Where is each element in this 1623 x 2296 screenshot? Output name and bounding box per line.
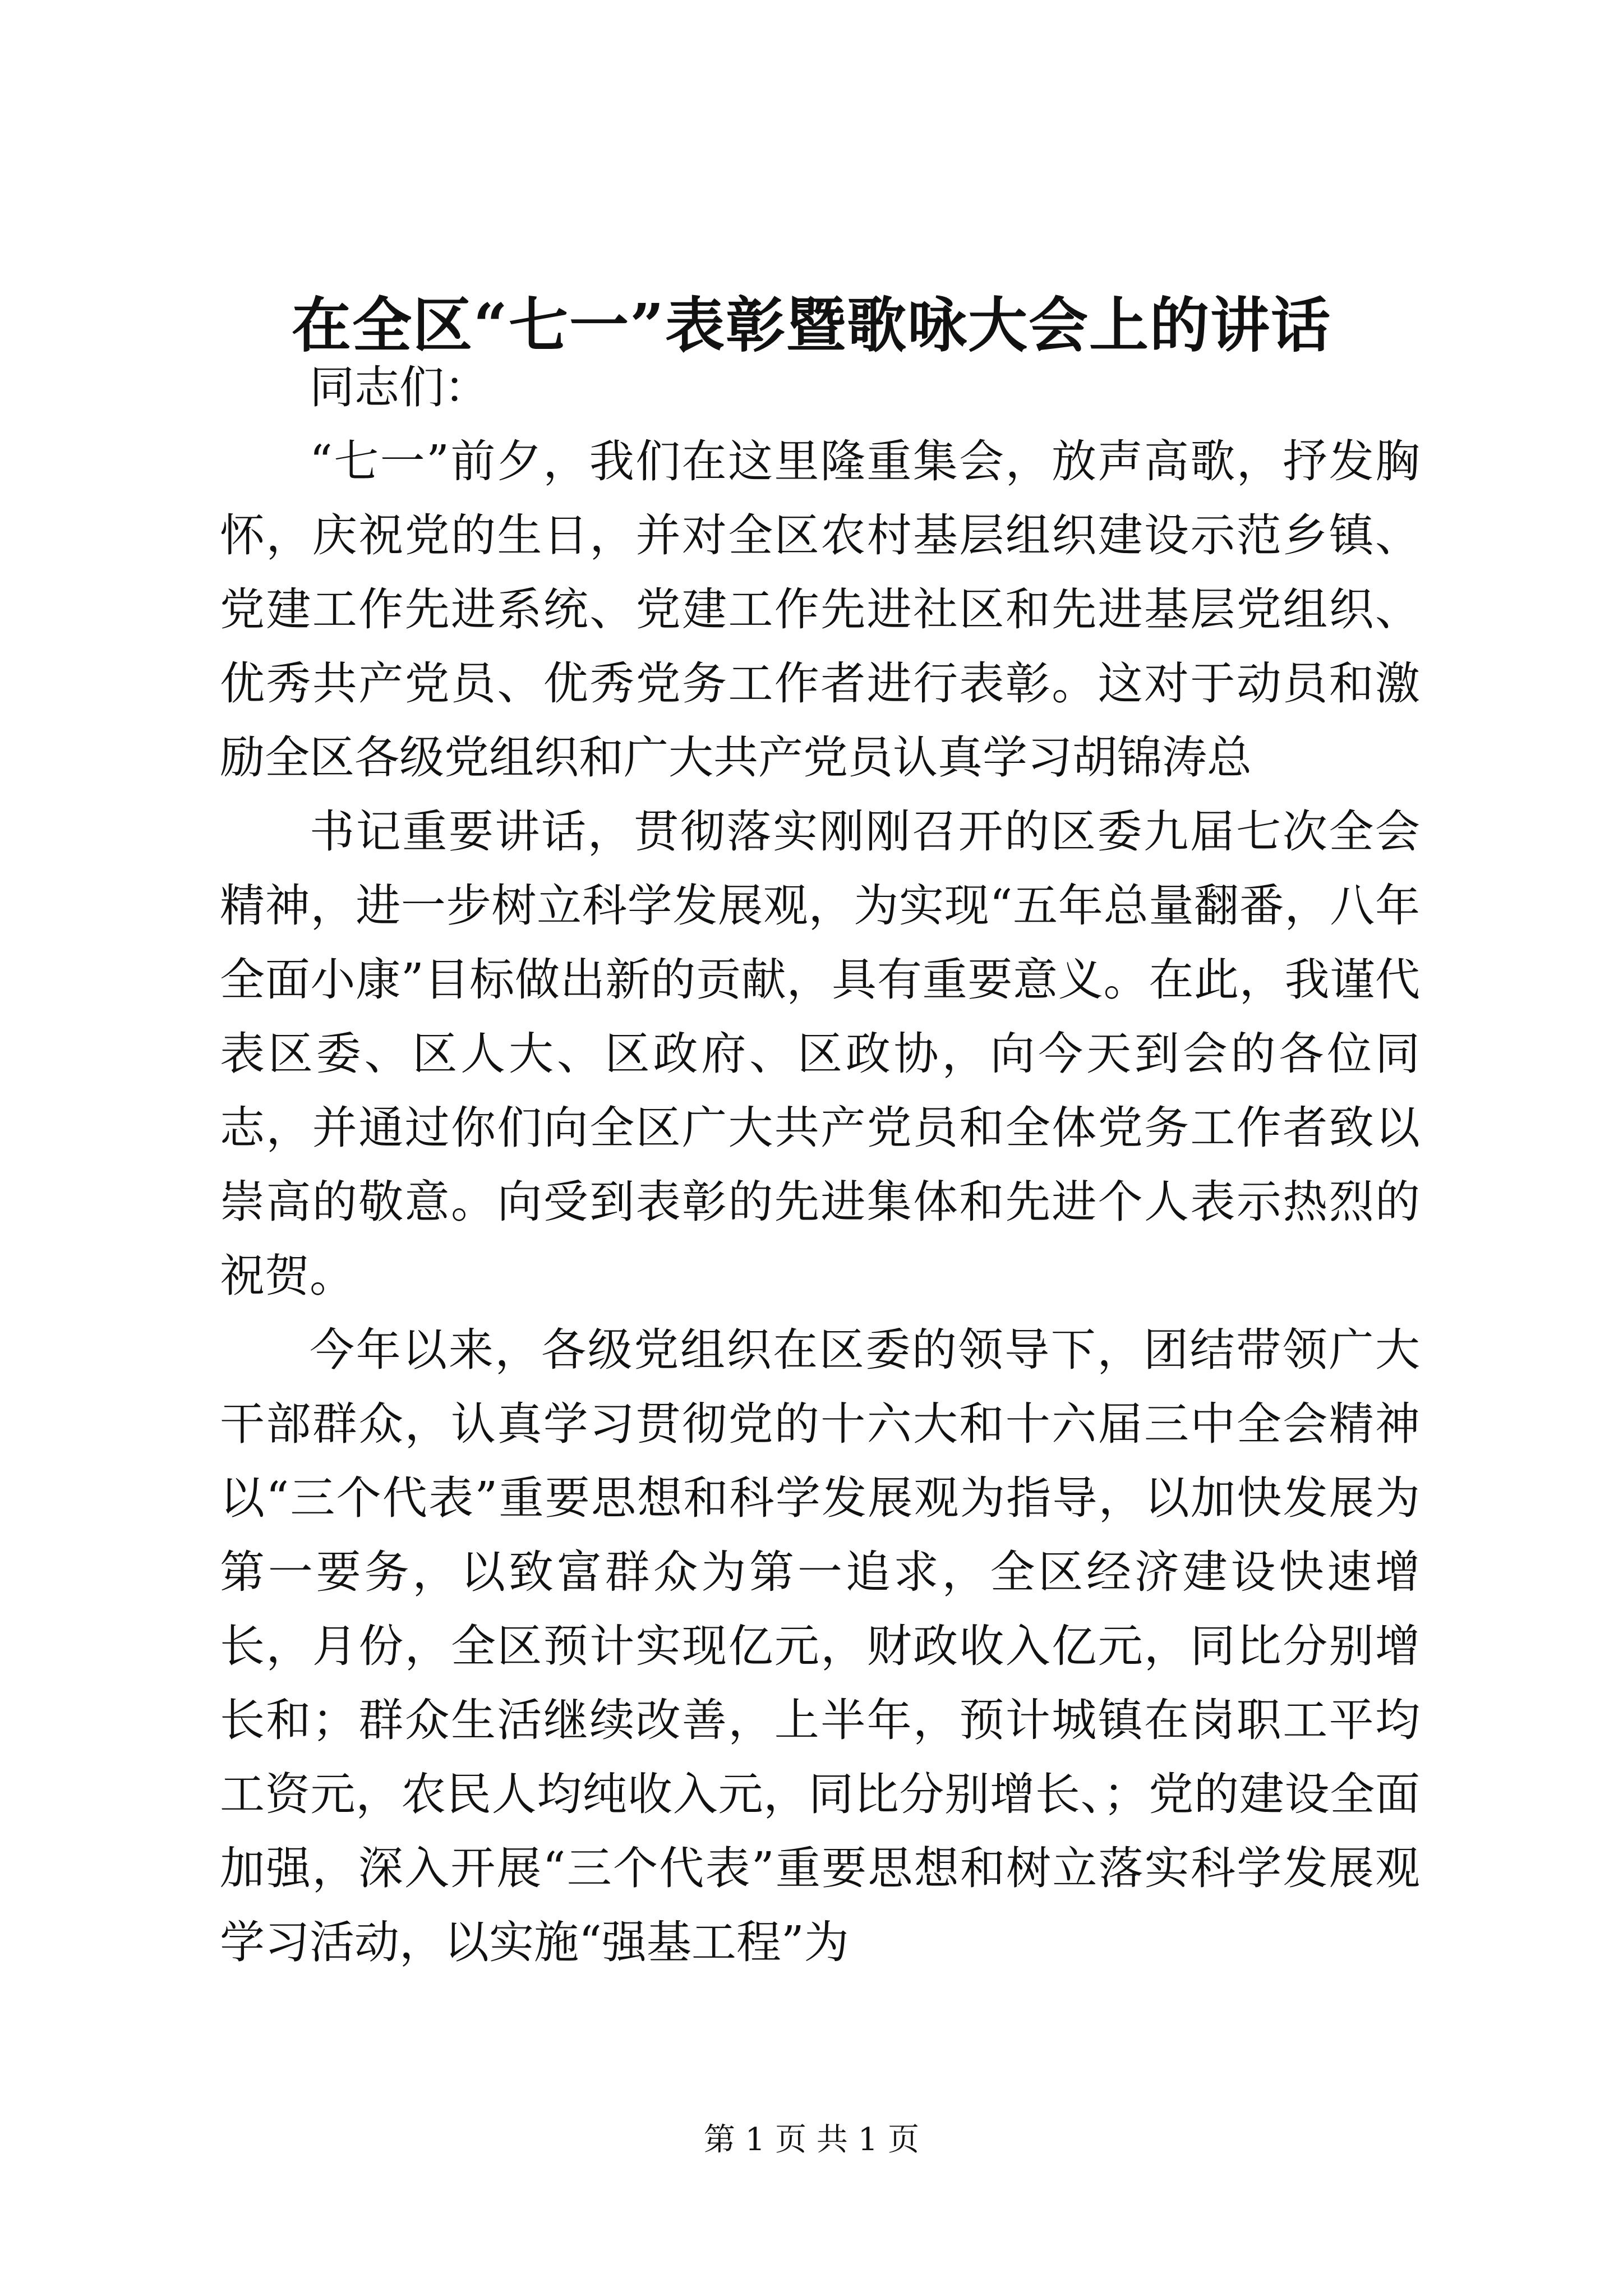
body-paragraph: “七一”前夕，我们在这里隆重集会，放声高歌，抒发胸怀，庆祝党的生日，并对全区农村基层组织建设示范乡镇、党建工作先进系统、党建工作先进社区和先进基层党组织、优秀共产党员、优秀党务工作者进行表彰。这对于动员和激励全区各级党组织和广大共产党员认真学习胡锦涛总: [220, 435, 1420, 784]
salutation-paragraph: 同志们：: [310, 361, 489, 413]
document-title: 在全区“七一”表彰暨歌咏大会上的讲话: [292, 290, 1331, 360]
body-paragraph: 书记重要讲话，贯彻落实刚刚召开的区委九届七次全会精神，进一步树立科学发展观，为实现“五年总量翻番，八年全面小康”目标做出新的贡献，具有重要意义。在此，我谨代表区委、区人大、区政府、区政协，向今天到会的各位同志，并通过你们向全区广大共产党员和全体党务工作者致以崇高的敬意。向受到表彰的先进集体和先进个人表示热烈的祝贺。: [220, 806, 1420, 1302]
page-number-footer: 第 1 页 共 1 页: [703, 2122, 920, 2158]
body-paragraph: 今年以来，各级党组织在区委的领导下，团结带领广大干部群众，认真学习贯彻党的十六大和十六届三中全会精神以“三个代表”重要思想和科学发展观为指导，以加快发展为第一要务，以致富群众为第一追求，全区经济建设快速增长，月份，全区预计实现亿元，财政收入亿元，同比分别增长和；群众生活继续改善，上半年，预计城镇在岗职工平均工资元，农民人均纯收入元，同比分别增长、；党的建设全面加强，深入开展“三个代表”重要思想和树立落实科学发展观学习活动，以实施“强基工程”为: [220, 1324, 1420, 1968]
document-body: [220, 351, 1420, 1980]
